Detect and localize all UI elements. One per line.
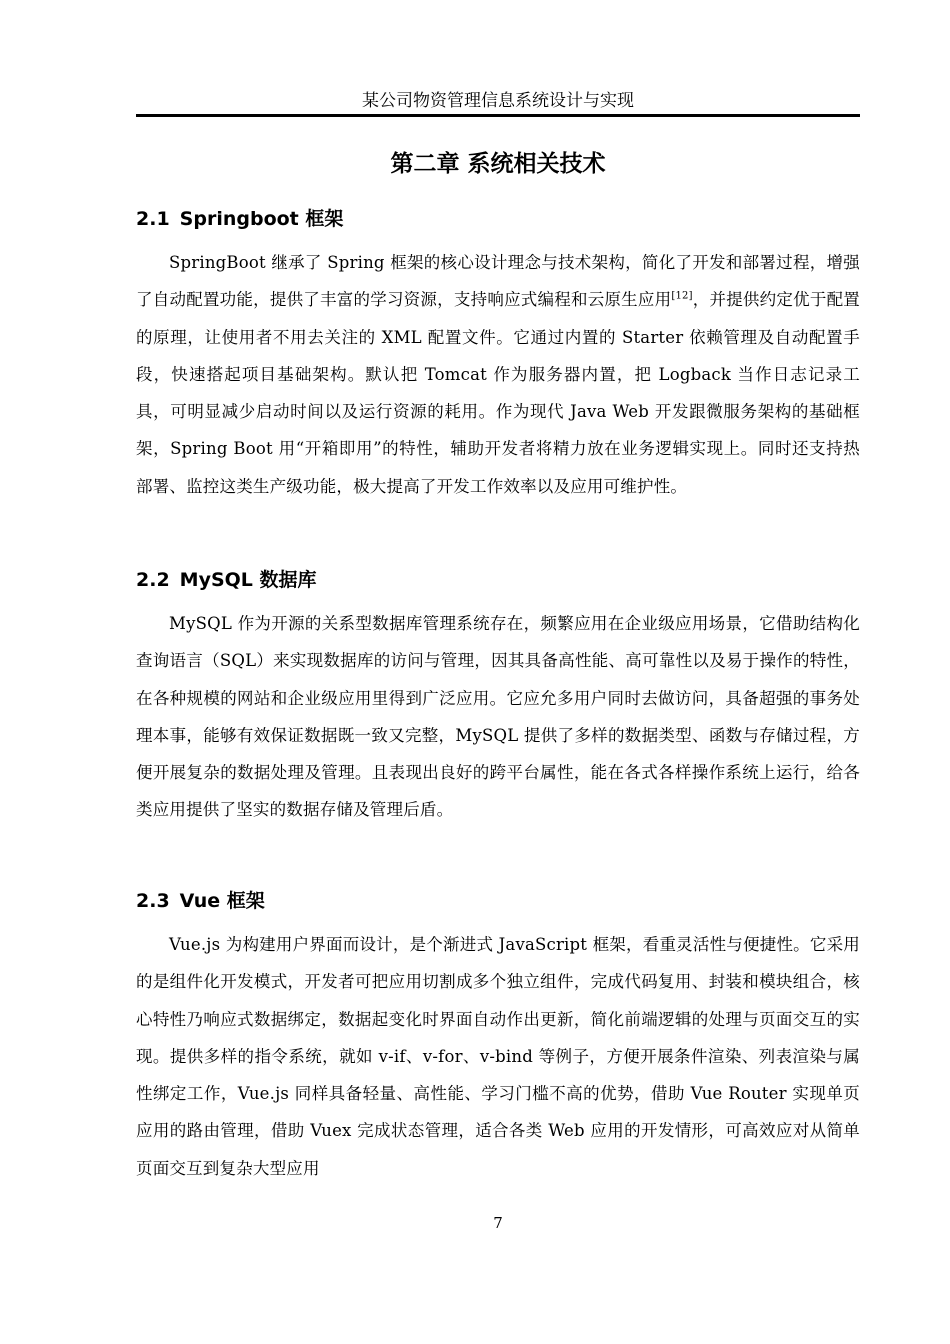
section-2-1 xyxy=(136,206,860,505)
header-rule xyxy=(136,114,860,117)
section-heading xyxy=(136,888,860,914)
page-number: 7 xyxy=(493,1214,503,1232)
section-title: Springboot 框架 xyxy=(179,208,344,230)
section-number: 2.1 xyxy=(136,208,170,230)
section-heading xyxy=(136,206,860,232)
running-header: 某公司物资管理信息系统设计与实现 xyxy=(362,91,634,111)
section-2-2 xyxy=(136,567,860,829)
section-heading xyxy=(136,567,860,593)
section-2-3 xyxy=(136,888,860,1187)
section-title: MySQL 数据库 xyxy=(179,569,317,591)
section-title: Vue 框架 xyxy=(179,890,265,912)
section-paragraph xyxy=(136,244,860,505)
citation-reference[interactable]: [12] xyxy=(671,290,693,302)
section-paragraph: MySQL 作为开源的关系型数据库管理系统存在，频繁应用在企业级应用场景，它借助结构化查询语言（SQL）来实现数据库的访问与管理，因其具备高性能、高可靠性以及易于操作的特性，在各种规模的网站和企业级应用里得到广泛应用。它应允多用户同时去做访问，具备超强的事务处理本事，能够有效保证数据既一致又完整，MySQL 提供了多样的数据类型、函数与存储过程，方便开展复杂的数据处理及管理。且表现出良好的跨平台属性，能在各式各样操作系统上运行，给各类应用提供了坚实的数据存储及管理后盾。 xyxy=(136,614,860,820)
section-number: 2.2 xyxy=(136,569,170,591)
chapter-title: 第二章 系统相关技术 xyxy=(390,151,606,177)
paragraph-text: SpringBoot 继承了 Spring 框架的核心设计理念与技术架构，简化了开发和部署过程，增强了自动配置功能，提供了丰富的学习资源，支持响应式编程和云原生应用 xyxy=(136,253,860,310)
paragraph-text: ，并提供约定优于配置的原理，让使用者不用去关注的 XML 配置文件。它通过内置的 Starter 依赖管理及自动配置手段，快速搭起项目基础架构。默认把 Tomcat 作为服务器内置，把 Logback 当作日志记录工具，可明显减少启动时间以及运行资源的耗用。作为现代 Java Web 开发跟微服务架构的基础框架，Spring Boot 用“开箱即用”的特性，辅助开发者将精力放在业务逻辑实现上。同时还支持热部署、监控这类生产级功能，极大提高了开发工作效率以及应用可维护性。 xyxy=(136,290,861,496)
section-paragraph: Vue.js 为构建用户界面而设计，是个渐进式 JavaScript 框架，看重灵活性与便捷性。它采用的是组件化开发模式，开发者可把应用切割成多个独立组件，完成代码复用、封装和模块组合，核心特性乃响应式数据绑定，数据起变化时界面自动作出更新，简化前端逻辑的处理与页面交互的实现。提供多样的指令系统，就如 v-if、v-for、v-bind 等例子，方便开展条件渲染、列表渲染与属性绑定工作，Vue.js 同样具备轻量、高性能、学习门槛不高的优势，借助 Vue Router 实现单页应用的路由管理，借助 Vuex 完成状态管理，适合各类 Web 应用的开发情形，可高效应对从简单页面交互到复杂大型应用 xyxy=(136,935,860,1178)
section-number: 2.3 xyxy=(136,890,170,912)
